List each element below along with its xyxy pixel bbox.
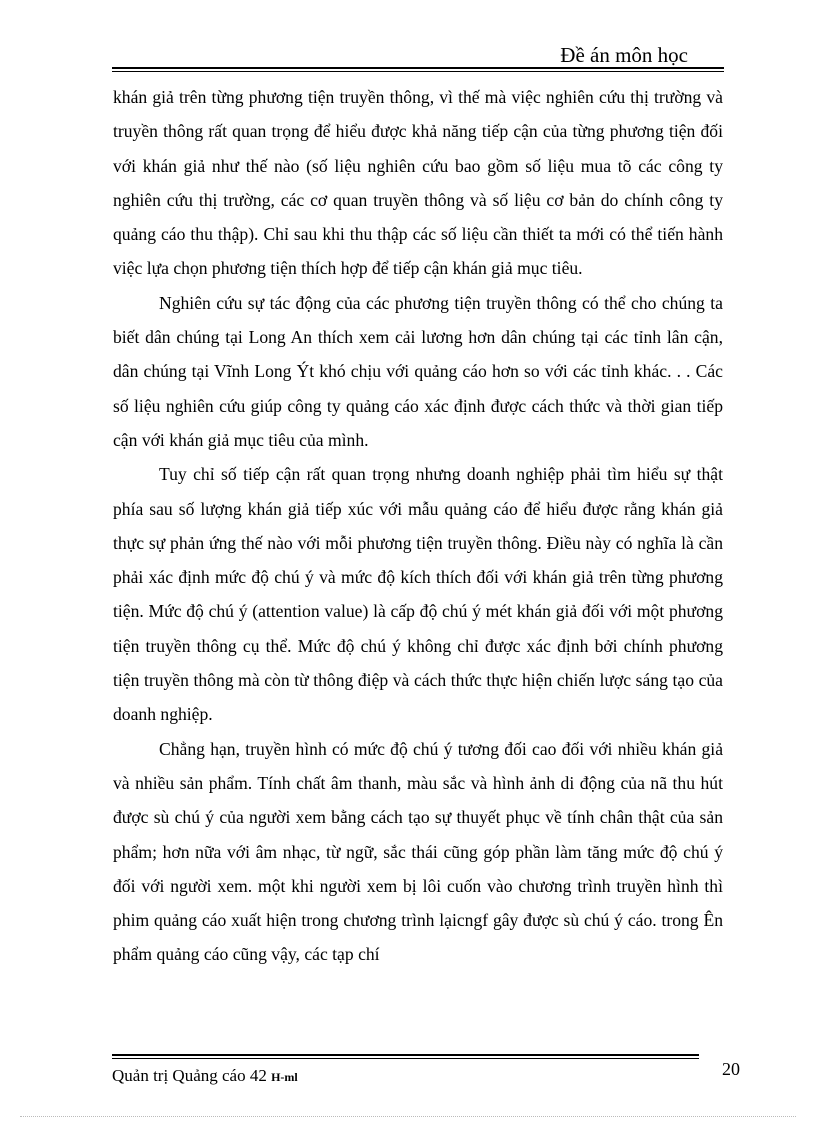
page-number: 20 <box>722 1059 740 1079</box>
paragraph: Nghiên cứu sự tác động của các phương tiện truyền thông có thể cho chúng ta biết dân chúng tại Long An thích xem cải lương hơn dân chúng tại các tỉnh lân cận, dân chúng tại Vĩnh Long Ýt khó chịu với quảng cáo hơn so với các tỉnh khác. . . Các số liệu nghiên cứu giúp công ty quảng cáo xác định được cách thức và thời gian tiếp cận với khán giả mục tiêu của mình. <box>113 292 723 450</box>
page-bottom-border <box>20 1116 796 1117</box>
body-text <box>113 80 723 972</box>
paragraph: khán giả trên từng phương tiện truyền thông, vì thế mà việc nghiên cứu thị trường và truyền thông rất quan trọng để hiểu được khả năng tiếp cận của từng phương tiện đối với khán giả như thế nào (số liệu nghiên cứu bao gồm số liệu mua tõ các công ty nghiên cứu thị trường, các cơ quan truyền thông và số liệu cơ bản do chính công ty quảng cáo thu thập). Chỉ sau khi thu thập các số liệu cần thiết ta mới có thể tiến hành việc lựa chọn phương tiện thích hợp để tiếp cận khán giả mục tiêu. <box>113 87 723 279</box>
paragraph: Tuy chỉ số tiếp cận rất quan trọng nhưng doanh nghiệp phải tìm hiểu sự thật phía sau số lượng khán giả tiếp xúc với mẫu quảng cáo để hiểu được rằng khán giả thực sự phản ứng thế nào với mỗi phương tiện truyền thông. Điều này có nghĩa là cần phải xác định mức độ chú ý và mức độ kích thích đối với khán giả trên từng phương tiện. Mức độ chú ý (attention value) là cấp độ chú ý mét khán giả đối với một phương tiện truyền thông cụ thể. Mức độ chú ý không chỉ được xác định bởi chính phương tiện truyền thông mà còn từ thông điệp và cách thức thực hiện chiến lược sáng tạo của doanh nghiệp. <box>113 464 723 725</box>
header-rule <box>112 67 724 72</box>
header-title: Đề án môn học <box>560 43 688 67</box>
footer-rule <box>112 1054 699 1059</box>
paragraph: Chẳng hạn, truyền hình có mức độ chú ý tương đối cao đối với nhiều khán giả và nhiều sản phẩm. Tính chất âm thanh, màu sắc và hình ảnh di động của nã thu hút được sù chú ý của người xem bằng cách tạo sự thuyết phục về tính chân thật của sản phẩm; hơn nữa với âm nhạc, từ ngữ, sắc thái cũng góp phần làm tăng mức độ chú ý đối với người xem. một khi người xem bị lôi cuốn vào chương trình truyền hình thì phim quảng cáo xuất hiện trong chương trình lạicngf gây được sù chú ý cáo. trong Ên phẩm quảng cáo cũng vậy, các tạp chí <box>113 738 723 965</box>
footer-course-name: Quản trị Quảng cáo 42 <box>112 1066 267 1085</box>
footer-course <box>112 1065 298 1088</box>
footer-course-suffix: H-ml <box>271 1070 298 1084</box>
